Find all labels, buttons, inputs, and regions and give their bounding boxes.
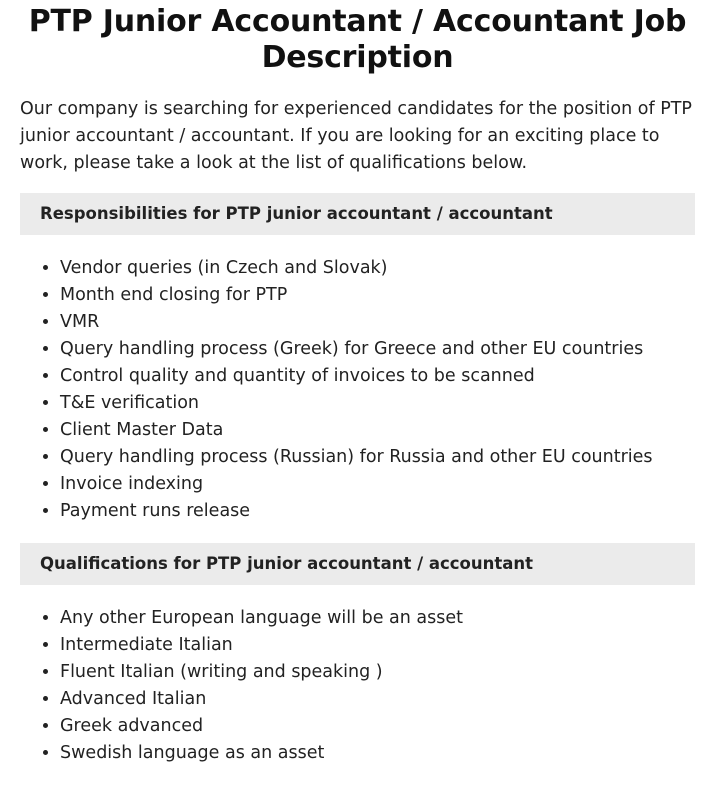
page-title: PTP Junior Accountant / Accountant Job Description	[28, 4, 687, 75]
qualifications-list	[20, 605, 695, 767]
list-item: • Swedish language as an asset	[60, 740, 695, 767]
list-item: • Month end closing for PTP	[60, 282, 695, 309]
qualifications-heading: Qualifications for PTP junior accountant / accountant	[20, 543, 695, 585]
responsibilities-heading: Responsibilities for PTP junior accountant / accountant	[20, 193, 695, 235]
list-item: • Fluent Italian (writing and speaking )	[60, 659, 695, 686]
intro-paragraph: Our company is searching for experienced candidates for the position of PTP junior accountant / accountant. If you are looking for an exciting place to work, please take a look at the list of qualifications below.	[20, 99, 692, 173]
list-item: • Intermediate Italian	[60, 632, 695, 659]
list-item: • Advanced Italian	[60, 686, 695, 713]
list-item: • Query handling process (Greek) for Greece and other EU countries	[60, 336, 695, 363]
list-item: • Vendor queries (in Czech and Slovak)	[60, 255, 695, 282]
list-item: • VMR	[60, 309, 695, 336]
responsibilities-list	[20, 255, 695, 525]
list-item: • Greek advanced	[60, 713, 695, 740]
list-item: • T&E verification	[60, 390, 695, 417]
list-item: • Client Master Data	[60, 417, 695, 444]
list-item: • Payment runs release	[60, 498, 695, 525]
list-item: • Query handling process (Russian) for Russia and other EU countries	[60, 444, 695, 471]
list-item: • Invoice indexing	[60, 471, 695, 498]
list-item: • Any other European language will be an asset	[60, 605, 695, 632]
list-item: • Control quality and quantity of invoices to be scanned	[60, 363, 695, 390]
